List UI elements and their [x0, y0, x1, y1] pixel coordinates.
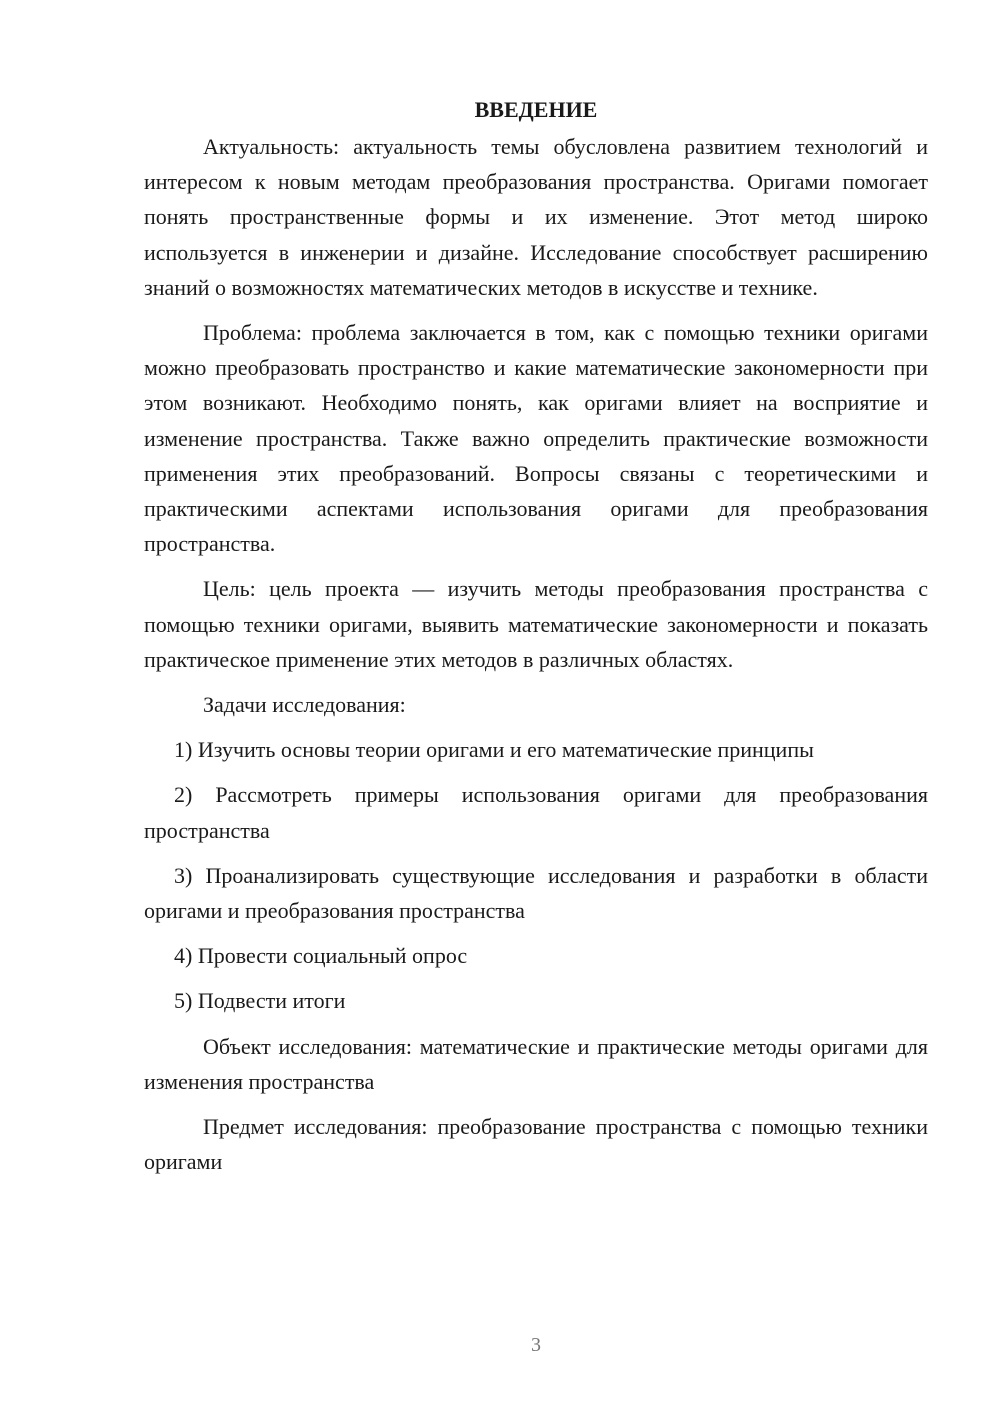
relevance-paragraph: Актуальность: актуальность темы обусловлена развитием технологий и интересом к новым методам преобразования пространства. Оригами помогает понять пространственные формы и их изменение. Этот метод широко используется в инженерии и дизайне. Исследование способствует расширению знаний о возможностях математических методов в искусстве и технике. [144, 134, 928, 300]
page-number: 3 [531, 1334, 541, 1356]
page-title: ВВЕДЕНИЕ [474, 97, 598, 122]
task-item-1: 1) Изучить основы теории оригами и его математические принципы [174, 737, 814, 763]
subject-paragraph: Предмет исследования: преобразование пространства с помощью техники оригами [144, 1114, 928, 1175]
task-item-2: 2) Рассмотреть примеры использования оригами для преобразования пространства [144, 782, 928, 843]
task-item-5: 5) Подвести итоги [174, 988, 346, 1014]
goal-paragraph: Цель: цель проекта — изучить методы преобразования пространства с помощью техники оригами, выявить математические закономерности и показать практическое применение этих методов в различных областях. [144, 576, 928, 672]
problem-paragraph: Проблема: проблема заключается в том, как с помощью техники оригами можно преобразовать пространство и какие математические закономерности при этом возникают. Необходимо понять, как оригами влияет на восприятие и изменение пространства. Также важно определить практические возможности применения этих преобразований. Вопросы связаны с теоретическими и практическими аспектами использования оригами для преобразования пространства. [144, 320, 928, 557]
task-item-4: 4) Провести социальный опрос [174, 943, 468, 969]
task-item-3: 3) Проанализировать существующие исследования и разработки в области оригами и преобразования пространства [144, 862, 928, 924]
tasks-heading: Задачи исследования: [203, 692, 406, 718]
object-paragraph: Объект исследования: математические и практические методы оригами для изменения пространства [144, 1033, 928, 1094]
document-page [144, 92, 928, 1189]
